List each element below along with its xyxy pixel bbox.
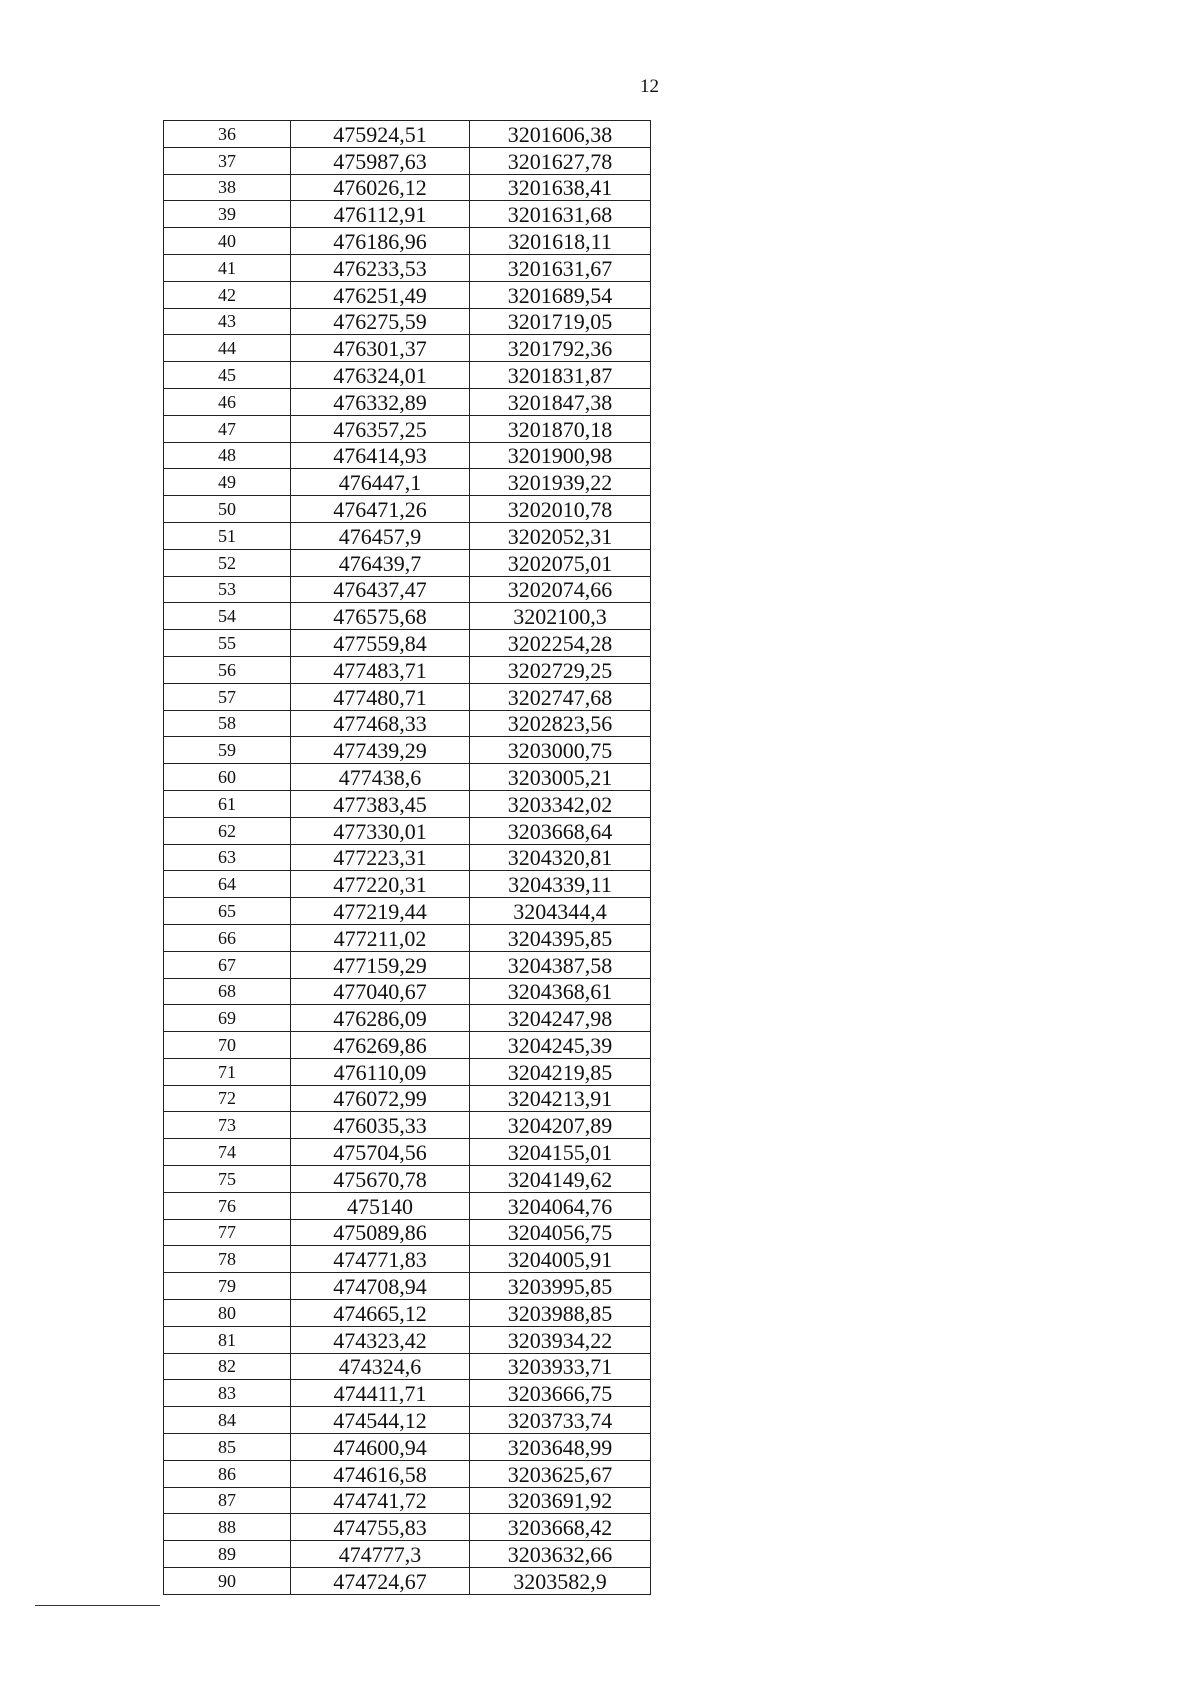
- table-row: [164, 951, 651, 978]
- point-number-cell: 85: [164, 1434, 291, 1461]
- x-coordinate-cell: 474616,58: [291, 1460, 470, 1487]
- point-number-cell: 70: [164, 1032, 291, 1059]
- x-coordinate-cell: 474741,72: [291, 1487, 470, 1514]
- point-number-cell: 69: [164, 1005, 291, 1032]
- x-coordinate-cell: 474544,12: [291, 1407, 470, 1434]
- y-coordinate-cell: 3203666,75: [470, 1380, 651, 1407]
- table-row: [164, 549, 651, 576]
- table-row: [164, 121, 651, 148]
- x-coordinate-cell: 476457,9: [291, 522, 470, 549]
- point-number-cell: 90: [164, 1568, 291, 1595]
- table-row: [164, 335, 651, 362]
- table-row: [164, 442, 651, 469]
- point-number-cell: 68: [164, 978, 291, 1005]
- y-coordinate-cell: 3201638,41: [470, 174, 651, 201]
- y-coordinate-cell: 3204395,85: [470, 924, 651, 951]
- x-coordinate-cell: 474665,12: [291, 1300, 470, 1327]
- y-coordinate-cell: 3204219,85: [470, 1058, 651, 1085]
- table-row: [164, 1326, 651, 1353]
- point-number-cell: 60: [164, 764, 291, 791]
- point-number-cell: 79: [164, 1273, 291, 1300]
- table-row: [164, 1192, 651, 1219]
- table-row: [164, 469, 651, 496]
- x-coordinate-cell: 477040,67: [291, 978, 470, 1005]
- y-coordinate-cell: 3204339,11: [470, 871, 651, 898]
- x-coordinate-cell: 474600,94: [291, 1434, 470, 1461]
- y-coordinate-cell: 3204213,91: [470, 1085, 651, 1112]
- point-number-cell: 56: [164, 656, 291, 683]
- table-row: [164, 362, 651, 389]
- x-coordinate-cell: 476439,7: [291, 549, 470, 576]
- x-coordinate-cell: 474777,3: [291, 1541, 470, 1568]
- y-coordinate-cell: 3203933,71: [470, 1353, 651, 1380]
- point-number-cell: 73: [164, 1112, 291, 1139]
- point-number-cell: 41: [164, 254, 291, 281]
- table-row: [164, 1407, 651, 1434]
- point-number-cell: 40: [164, 228, 291, 255]
- x-coordinate-cell: 477219,44: [291, 898, 470, 925]
- table-row: [164, 1514, 651, 1541]
- table-row: [164, 683, 651, 710]
- table-row: [164, 1005, 651, 1032]
- x-coordinate-cell: 476437,47: [291, 576, 470, 603]
- y-coordinate-cell: 3203632,66: [470, 1541, 651, 1568]
- table-row: [164, 978, 651, 1005]
- y-coordinate-cell: 3204368,61: [470, 978, 651, 1005]
- y-coordinate-cell: 3201792,36: [470, 335, 651, 362]
- y-coordinate-cell: 3203625,67: [470, 1460, 651, 1487]
- table-row: [164, 1058, 651, 1085]
- table-row: [164, 388, 651, 415]
- x-coordinate-cell: 476233,53: [291, 254, 470, 281]
- point-number-cell: 50: [164, 496, 291, 523]
- table-row: [164, 710, 651, 737]
- x-coordinate-cell: 477468,33: [291, 710, 470, 737]
- x-coordinate-cell: 477159,29: [291, 951, 470, 978]
- x-coordinate-cell: 474411,71: [291, 1380, 470, 1407]
- point-number-cell: 80: [164, 1300, 291, 1327]
- point-number-cell: 57: [164, 683, 291, 710]
- point-number-cell: 45: [164, 362, 291, 389]
- table-row: [164, 1166, 651, 1193]
- point-number-cell: 53: [164, 576, 291, 603]
- y-coordinate-cell: 3201631,68: [470, 201, 651, 228]
- y-coordinate-cell: 3201631,67: [470, 254, 651, 281]
- x-coordinate-cell: 476186,96: [291, 228, 470, 255]
- y-coordinate-cell: 3203988,85: [470, 1300, 651, 1327]
- x-coordinate-cell: 475089,86: [291, 1219, 470, 1246]
- point-number-cell: 51: [164, 522, 291, 549]
- table-row: [164, 1460, 651, 1487]
- x-coordinate-cell: 474323,42: [291, 1326, 470, 1353]
- table-row: [164, 147, 651, 174]
- table-row: [164, 496, 651, 523]
- y-coordinate-cell: 3201719,05: [470, 308, 651, 335]
- y-coordinate-cell: 3204005,91: [470, 1246, 651, 1273]
- table-row: [164, 1246, 651, 1273]
- y-coordinate-cell: 3204320,81: [470, 844, 651, 871]
- point-number-cell: 43: [164, 308, 291, 335]
- point-number-cell: 58: [164, 710, 291, 737]
- point-number-cell: 74: [164, 1139, 291, 1166]
- table-row: [164, 817, 651, 844]
- y-coordinate-cell: 3203668,42: [470, 1514, 651, 1541]
- y-coordinate-cell: 3201939,22: [470, 469, 651, 496]
- table-row: [164, 898, 651, 925]
- y-coordinate-cell: 3201606,38: [470, 121, 651, 148]
- table-row: [164, 630, 651, 657]
- x-coordinate-cell: 474724,67: [291, 1568, 470, 1595]
- point-number-cell: 52: [164, 549, 291, 576]
- x-coordinate-cell: 476447,1: [291, 469, 470, 496]
- y-coordinate-cell: 3202100,3: [470, 603, 651, 630]
- x-coordinate-cell: 477211,02: [291, 924, 470, 951]
- y-coordinate-cell: 3202075,01: [470, 549, 651, 576]
- x-coordinate-cell: 476275,59: [291, 308, 470, 335]
- point-number-cell: 63: [164, 844, 291, 871]
- x-coordinate-cell: 474324,6: [291, 1353, 470, 1380]
- x-coordinate-cell: 474755,83: [291, 1514, 470, 1541]
- table-row: [164, 871, 651, 898]
- point-number-cell: 78: [164, 1246, 291, 1273]
- x-coordinate-cell: 476026,12: [291, 174, 470, 201]
- point-number-cell: 39: [164, 201, 291, 228]
- table-row: [164, 844, 651, 871]
- point-number-cell: 66: [164, 924, 291, 951]
- table-row: [164, 1139, 651, 1166]
- y-coordinate-cell: 3204207,89: [470, 1112, 651, 1139]
- point-number-cell: 71: [164, 1058, 291, 1085]
- point-number-cell: 59: [164, 737, 291, 764]
- x-coordinate-cell: 476324,01: [291, 362, 470, 389]
- y-coordinate-cell: 3201831,87: [470, 362, 651, 389]
- y-coordinate-cell: 3202074,66: [470, 576, 651, 603]
- table-row: [164, 1434, 651, 1461]
- x-coordinate-cell: 477439,29: [291, 737, 470, 764]
- x-coordinate-cell: 477330,01: [291, 817, 470, 844]
- x-coordinate-cell: 476286,09: [291, 1005, 470, 1032]
- table-row: [164, 1273, 651, 1300]
- table-row: [164, 656, 651, 683]
- point-number-cell: 86: [164, 1460, 291, 1487]
- table-row: [164, 1085, 651, 1112]
- y-coordinate-cell: 3201870,18: [470, 415, 651, 442]
- x-coordinate-cell: 476332,89: [291, 388, 470, 415]
- page-number: 12: [640, 76, 659, 97]
- y-coordinate-cell: 3204344,4: [470, 898, 651, 925]
- point-number-cell: 37: [164, 147, 291, 174]
- point-number-cell: 72: [164, 1085, 291, 1112]
- point-number-cell: 76: [164, 1192, 291, 1219]
- y-coordinate-cell: 3203648,99: [470, 1434, 651, 1461]
- point-number-cell: 61: [164, 790, 291, 817]
- table-row: [164, 764, 651, 791]
- x-coordinate-cell: 476110,09: [291, 1058, 470, 1085]
- x-coordinate-cell: 476471,26: [291, 496, 470, 523]
- x-coordinate-cell: 476357,25: [291, 415, 470, 442]
- point-number-cell: 38: [164, 174, 291, 201]
- point-number-cell: 36: [164, 121, 291, 148]
- x-coordinate-cell: 476301,37: [291, 335, 470, 362]
- y-coordinate-cell: 3204056,75: [470, 1219, 651, 1246]
- x-coordinate-cell: 476414,93: [291, 442, 470, 469]
- table-row: [164, 924, 651, 951]
- x-coordinate-cell: 474708,94: [291, 1273, 470, 1300]
- table-row: [164, 603, 651, 630]
- table-row: [164, 522, 651, 549]
- table-row: [164, 415, 651, 442]
- x-coordinate-cell: 477483,71: [291, 656, 470, 683]
- table-row: [164, 790, 651, 817]
- x-coordinate-cell: 477223,31: [291, 844, 470, 871]
- point-number-cell: 54: [164, 603, 291, 630]
- y-coordinate-cell: 3201618,11: [470, 228, 651, 255]
- y-coordinate-cell: 3203733,74: [470, 1407, 651, 1434]
- y-coordinate-cell: 3204149,62: [470, 1166, 651, 1193]
- x-coordinate-cell: 477480,71: [291, 683, 470, 710]
- y-coordinate-cell: 3202823,56: [470, 710, 651, 737]
- table-row: [164, 1487, 651, 1514]
- y-coordinate-cell: 3202010,78: [470, 496, 651, 523]
- y-coordinate-cell: 3203934,22: [470, 1326, 651, 1353]
- y-coordinate-cell: 3203691,92: [470, 1487, 651, 1514]
- y-coordinate-cell: 3203342,02: [470, 790, 651, 817]
- point-number-cell: 84: [164, 1407, 291, 1434]
- coordinates-table: [163, 120, 651, 1595]
- point-number-cell: 75: [164, 1166, 291, 1193]
- y-coordinate-cell: 3203582,9: [470, 1568, 651, 1595]
- x-coordinate-cell: 476575,68: [291, 603, 470, 630]
- y-coordinate-cell: 3201689,54: [470, 281, 651, 308]
- table-row: [164, 576, 651, 603]
- x-coordinate-cell: 474771,83: [291, 1246, 470, 1273]
- table-row: [164, 1032, 651, 1059]
- coordinates-table-body: [164, 121, 651, 1595]
- table-row: [164, 228, 651, 255]
- point-number-cell: 44: [164, 335, 291, 362]
- point-number-cell: 82: [164, 1353, 291, 1380]
- point-number-cell: 55: [164, 630, 291, 657]
- table-row: [164, 1541, 651, 1568]
- table-row: [164, 1380, 651, 1407]
- y-coordinate-cell: 3204247,98: [470, 1005, 651, 1032]
- point-number-cell: 42: [164, 281, 291, 308]
- table-row: [164, 308, 651, 335]
- table-row: [164, 1112, 651, 1139]
- x-coordinate-cell: 477383,45: [291, 790, 470, 817]
- point-number-cell: 48: [164, 442, 291, 469]
- y-coordinate-cell: 3202052,31: [470, 522, 651, 549]
- table-row: [164, 1353, 651, 1380]
- y-coordinate-cell: 3202729,25: [470, 656, 651, 683]
- table-row: [164, 737, 651, 764]
- point-number-cell: 89: [164, 1541, 291, 1568]
- y-coordinate-cell: 3201900,98: [470, 442, 651, 469]
- x-coordinate-cell: 476072,99: [291, 1085, 470, 1112]
- y-coordinate-cell: 3204155,01: [470, 1139, 651, 1166]
- point-number-cell: 64: [164, 871, 291, 898]
- point-number-cell: 65: [164, 898, 291, 925]
- x-coordinate-cell: 475987,63: [291, 147, 470, 174]
- table-row: [164, 1219, 651, 1246]
- table-row: [164, 1568, 651, 1595]
- x-coordinate-cell: 476269,86: [291, 1032, 470, 1059]
- x-coordinate-cell: 477559,84: [291, 630, 470, 657]
- table-row: [164, 174, 651, 201]
- x-coordinate-cell: 475140: [291, 1192, 470, 1219]
- y-coordinate-cell: 3203668,64: [470, 817, 651, 844]
- y-coordinate-cell: 3204387,58: [470, 951, 651, 978]
- point-number-cell: 62: [164, 817, 291, 844]
- x-coordinate-cell: 476251,49: [291, 281, 470, 308]
- point-number-cell: 81: [164, 1326, 291, 1353]
- table-row: [164, 201, 651, 228]
- point-number-cell: 83: [164, 1380, 291, 1407]
- y-coordinate-cell: 3202747,68: [470, 683, 651, 710]
- x-coordinate-cell: 477220,31: [291, 871, 470, 898]
- y-coordinate-cell: 3204245,39: [470, 1032, 651, 1059]
- point-number-cell: 77: [164, 1219, 291, 1246]
- x-coordinate-cell: 475924,51: [291, 121, 470, 148]
- y-coordinate-cell: 3202254,28: [470, 630, 651, 657]
- x-coordinate-cell: 475704,56: [291, 1139, 470, 1166]
- point-number-cell: 46: [164, 388, 291, 415]
- y-coordinate-cell: 3201627,78: [470, 147, 651, 174]
- table-row: [164, 281, 651, 308]
- x-coordinate-cell: 476035,33: [291, 1112, 470, 1139]
- footnote-separator: [35, 1605, 160, 1606]
- point-number-cell: 47: [164, 415, 291, 442]
- y-coordinate-cell: 3203005,21: [470, 764, 651, 791]
- y-coordinate-cell: 3201847,38: [470, 388, 651, 415]
- point-number-cell: 67: [164, 951, 291, 978]
- y-coordinate-cell: 3203000,75: [470, 737, 651, 764]
- table-row: [164, 1300, 651, 1327]
- y-coordinate-cell: 3203995,85: [470, 1273, 651, 1300]
- table-row: [164, 254, 651, 281]
- point-number-cell: 88: [164, 1514, 291, 1541]
- point-number-cell: 49: [164, 469, 291, 496]
- x-coordinate-cell: 476112,91: [291, 201, 470, 228]
- x-coordinate-cell: 475670,78: [291, 1166, 470, 1193]
- x-coordinate-cell: 477438,6: [291, 764, 470, 791]
- point-number-cell: 87: [164, 1487, 291, 1514]
- y-coordinate-cell: 3204064,76: [470, 1192, 651, 1219]
